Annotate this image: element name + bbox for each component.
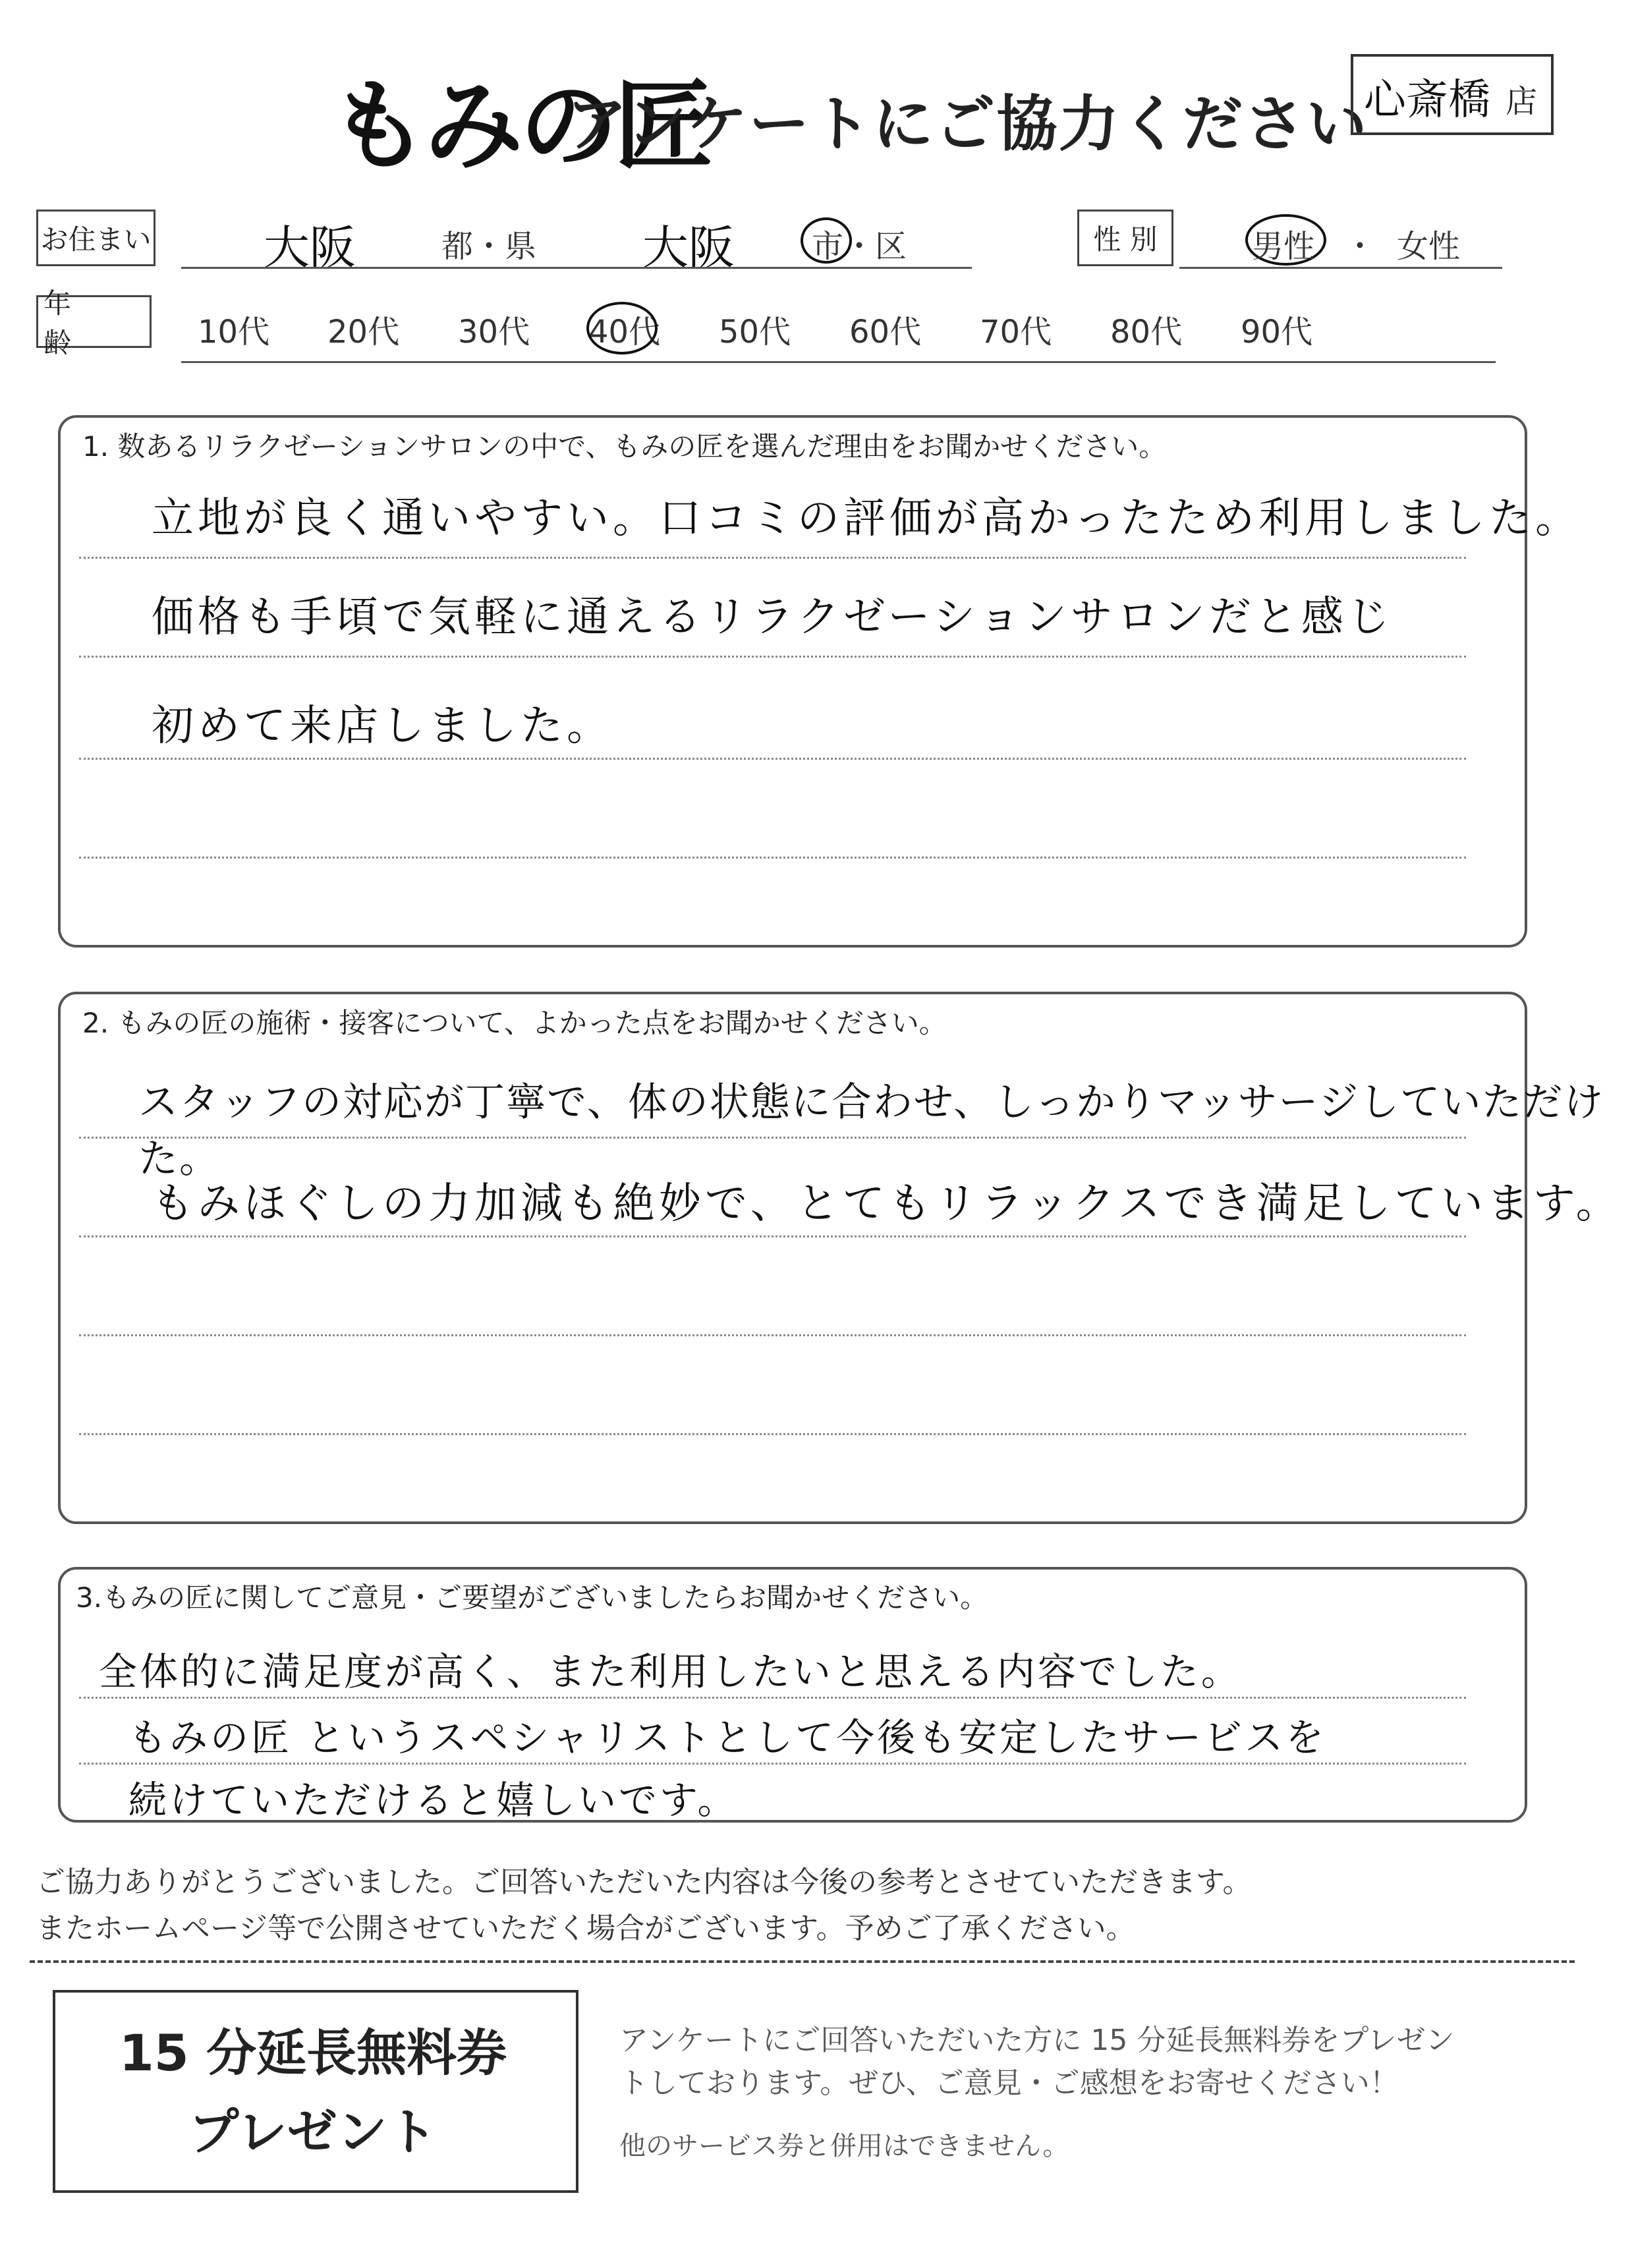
age-option-90s[interactable]: 90代 [1241, 314, 1313, 351]
answer-rule [79, 1137, 1466, 1139]
question-1-answer-line-2[interactable]: 価格も手頃で気軽に通えるリラクゼーションサロンだと感じ [152, 593, 1394, 642]
answer-rule [79, 1334, 1466, 1336]
age-underline [181, 361, 1496, 363]
answer-rule [79, 1697, 1466, 1699]
thanks-line-2: またホームページ等で公開させていただく場合がございます。予めご了承ください。 [36, 1912, 1135, 1945]
answer-rule [79, 857, 1466, 859]
age-option-40s[interactable]: 40代 [588, 314, 661, 351]
age-option-30s[interactable]: 30代 [458, 314, 530, 351]
prefecture-value[interactable]: 大阪 [264, 221, 356, 275]
answer-rule [79, 758, 1466, 760]
residence-label: お住まい [36, 210, 155, 266]
question-3-answer-line-2[interactable]: もみの匠 というスペシャリストとして今後も安定したサービスを [128, 1715, 1327, 1760]
question-3-answer-line-3[interactable]: 続けていただけると嬉しいです。 [128, 1778, 739, 1823]
age-option-80s[interactable]: 80代 [1110, 314, 1183, 351]
coupon-description-2: トしております。ぜひ、ご意見・ご感想をお寄せください！ [619, 2066, 1399, 2100]
gender-underline [1179, 267, 1502, 269]
age-label: 年 齢 [36, 295, 152, 348]
age-option-50s[interactable]: 50代 [719, 314, 791, 351]
gender-option-male[interactable]: 男性 [1252, 228, 1316, 265]
brand-logo: もみの匠 [329, 68, 710, 184]
gender-separator: ・ [1344, 228, 1376, 265]
store-suffix: 店 [1506, 83, 1538, 120]
age-option-60s[interactable]: 60代 [849, 314, 922, 351]
gender-option-female[interactable]: 女性 [1397, 228, 1461, 265]
answer-rule [79, 557, 1466, 559]
question-1-prompt: 1. 数あるリラクゼーションサロンの中で、もみの匠を選んだ理由をお聞かせください。 [82, 430, 1167, 463]
age-selection-circle [586, 302, 661, 354]
question-2-answer-line-1[interactable]: スタッフの対応が丁寧で、体の状態に合わせ、しっかりマッサージしていただけた。 [138, 1079, 1605, 1182]
coupon-description-1: アンケートにご回答いただいた方に 15 分延長無料券をプレゼン [619, 2024, 1455, 2057]
cut-line [30, 1960, 1575, 1963]
question-1-answer-line-3[interactable]: 初めて来店しました。 [152, 702, 613, 751]
residence-underline [181, 267, 972, 269]
answer-rule [79, 1433, 1466, 1435]
city-value[interactable]: 大阪 [642, 221, 735, 275]
age-option-70s[interactable]: 70代 [980, 314, 1052, 351]
coupon-subtitle: プレゼント [188, 2103, 437, 2161]
prefecture-suffix: 都・県 [441, 228, 537, 265]
thanks-line-1: ご協力ありがとうございました。ご回答いただいた内容は今後の参考とさせていただきます。 [36, 1865, 1252, 1899]
answer-rule [79, 1763, 1466, 1765]
answer-rule [79, 1235, 1466, 1237]
coupon-title: 15 分延長無料券 [119, 2024, 507, 2082]
gender-label: 性 別 [1077, 210, 1173, 266]
age-option-10s[interactable]: 10代 [198, 314, 270, 351]
answer-rule [79, 656, 1466, 658]
question-1-answer-line-1[interactable]: 立地が良く通いやすい。口コミの評価が高かったため利用しました。 [152, 494, 1581, 543]
question-3-prompt: 3.もみの匠に関してご意見・ご要望がございましたらお聞かせください。 [76, 1581, 988, 1614]
coupon-note: 他のサービス券と併用はできません。 [619, 2131, 1069, 2161]
question-2-answer-line-2[interactable]: もみほぐしの力加減も絶妙で、とてもリラックスでき満足しています。 [152, 1179, 1622, 1228]
age-option-20s[interactable]: 20代 [327, 314, 400, 351]
city-suffix: 市・区 [812, 228, 907, 265]
question-2-prompt: 2. もみの匠の施術・接客について、よかった点をお聞かせください。 [82, 1007, 947, 1039]
survey-title: アンケートにご協力ください [567, 89, 1368, 159]
question-3-answer-line-1[interactable]: 全体的に満足度が高く、また利用したいと思える内容でした。 [99, 1649, 1242, 1694]
store-name: 心斎橋 [1364, 76, 1490, 125]
